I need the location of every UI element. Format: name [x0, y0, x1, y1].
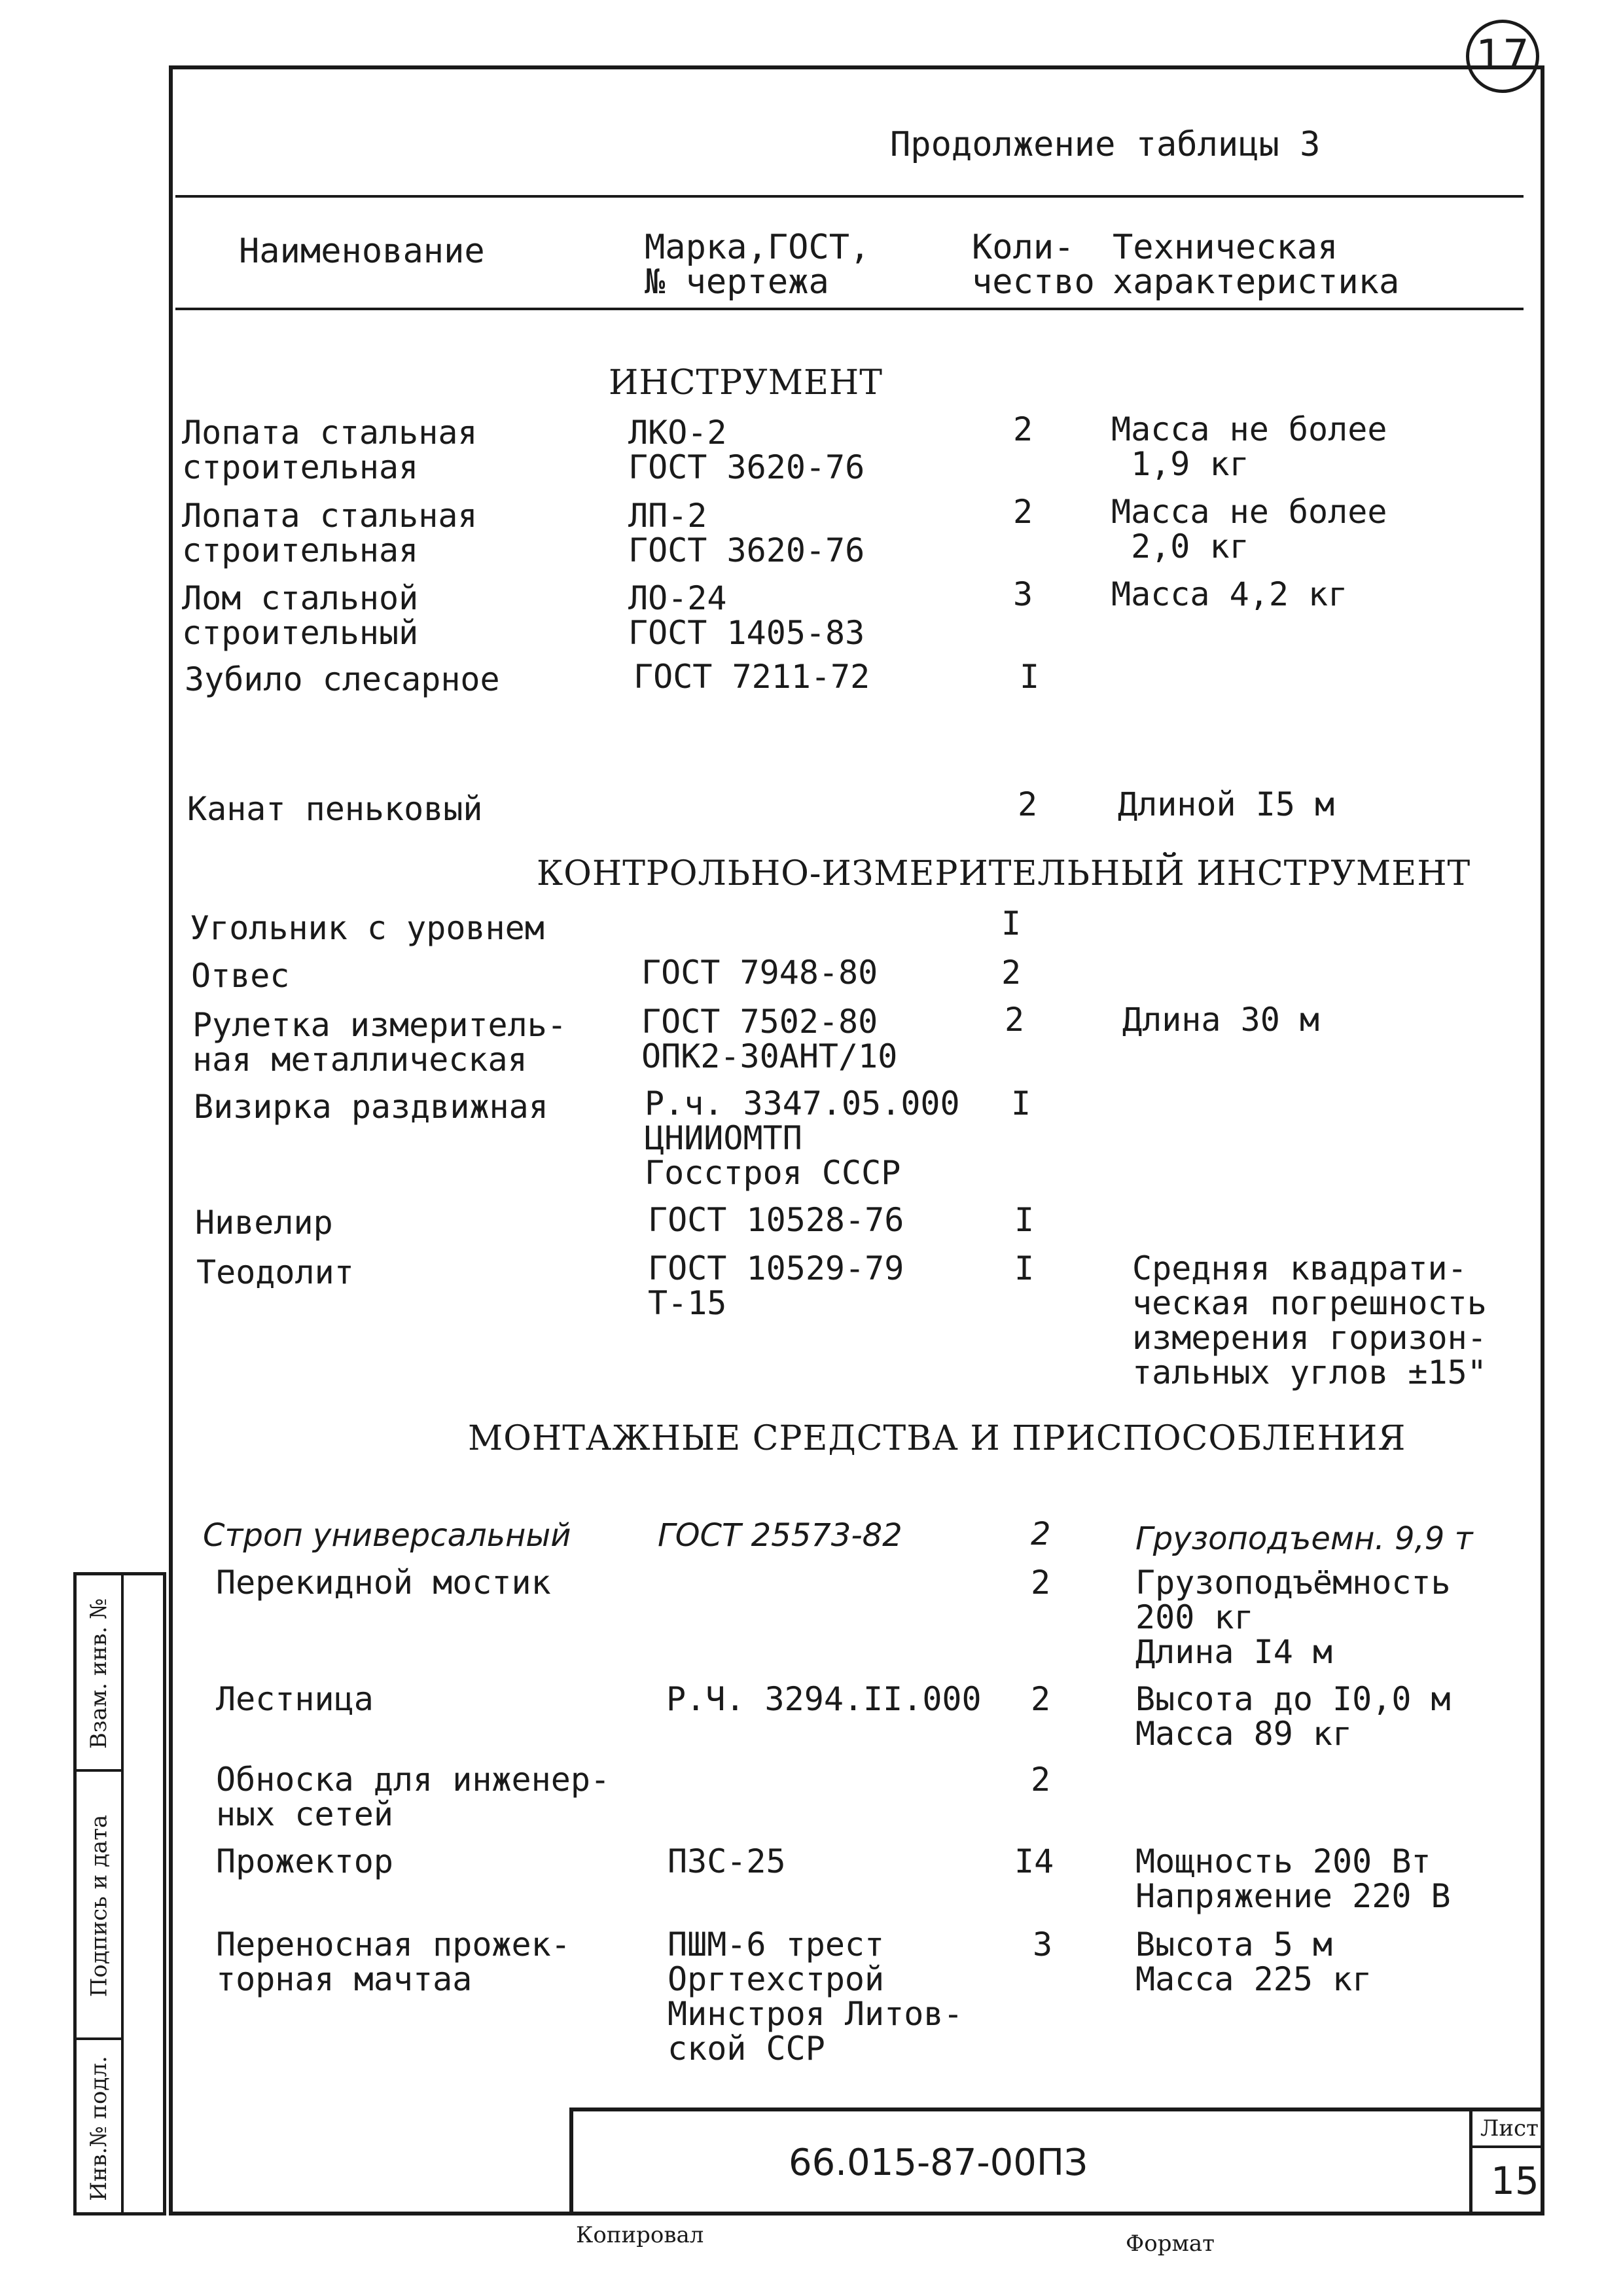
sidebar-label-vzam: Взам. инв. №: [86, 1598, 112, 1749]
row-name: Лом стальной строительный: [182, 579, 419, 652]
row-mark: ГОСТ 7211-72: [633, 658, 870, 696]
row-name: Визирка раздвижная: [194, 1088, 548, 1126]
header-mark: Марка,ГОСТ, № чертежа: [645, 228, 870, 302]
row-spec: Грузоподъемн. 9,9 т: [1135, 1520, 1473, 1557]
row-qty: I: [1001, 905, 1022, 942]
row-name: Лопата стальная строительная: [182, 414, 478, 486]
header-spec: Техническая характеристика: [1113, 228, 1400, 302]
row-spec: Высота до I0,0 м Масса 89 кг: [1135, 1680, 1451, 1753]
row-spec: Длина 30 м: [1122, 1001, 1320, 1039]
row-spec: Длиной I5 м: [1118, 785, 1335, 823]
row-name: Теодолит: [196, 1253, 354, 1291]
row-qty: 2: [1018, 785, 1038, 823]
row-qty: 2: [1031, 1564, 1051, 1602]
row-mark: ГОСТ 7502-80 ОПК2-30АНТ/10: [641, 1003, 898, 1075]
row-mark: ГОСТ 10529-79 Т-15: [648, 1249, 904, 1322]
row-name: Прожектор: [216, 1842, 393, 1880]
row-qty: 3: [1033, 1926, 1053, 1964]
row-qty: 3: [1013, 575, 1033, 613]
header-top-rule: [175, 195, 1524, 198]
row-qty: 2: [1013, 410, 1033, 448]
row-name: Перекидной мостик: [216, 1564, 551, 1602]
row-name: Строп универсальный: [203, 1517, 571, 1554]
sidebar-label-sign: Подпись и дата: [86, 1814, 112, 1998]
row-name: Зубило слесарное: [185, 660, 500, 698]
row-spec: Высота 5 м Масса 225 кг: [1135, 1926, 1372, 1998]
row-qty: 2: [1001, 954, 1022, 992]
header-qty: Коли- чество: [972, 228, 1095, 302]
section-tools: ИНСТРУМЕНТ: [609, 363, 883, 403]
row-qty: 2: [1005, 1001, 1025, 1039]
footer-format: Формат: [1126, 2231, 1215, 2257]
row-qty: 2: [1031, 1761, 1051, 1799]
sidebar-divider: [121, 1575, 124, 2212]
row-spec: Масса не более 1,9 кг: [1111, 410, 1387, 483]
sheet-box: [1469, 2108, 1544, 2215]
row-qty: 2: [1031, 1516, 1051, 1552]
left-margin-stamp: [73, 1572, 166, 2215]
row-name: Лопата стальная строительная: [182, 497, 478, 569]
row-name: Канат пеньковый: [187, 790, 483, 828]
row-qty: 2: [1031, 1680, 1051, 1718]
sheet-box-divider: [1472, 2145, 1544, 2148]
row-mark: ЛКО-2 ГОСТ 3620-76: [628, 414, 865, 486]
row-qty: I4: [1014, 1842, 1054, 1880]
row-qty: I: [1014, 1201, 1035, 1239]
row-qty: 2: [1013, 493, 1033, 531]
sheet-label: Лист: [1480, 2115, 1539, 2142]
sheet-number: 15: [1491, 2159, 1539, 2203]
section-measuring: КОНТРОЛЬНО-ИЗМЕРИТЕЛЬНЫЙ ИНСТРУМЕНТ: [537, 854, 1471, 893]
row-name: Угольник с уровнем: [190, 909, 544, 947]
doc-code: 66.015-87-00ПЗ: [789, 2142, 1088, 2184]
row-mark: Р.ч. 3347.05.000 ЦНИИОМТП Госстроя СССР: [645, 1085, 960, 1192]
row-mark: ЛП-2 ГОСТ 3620-76: [628, 497, 865, 569]
row-spec: Грузоподъёмность 200 кг Длина I4 м: [1135, 1564, 1451, 1671]
row-mark: ГОСТ 25573-82: [658, 1517, 902, 1554]
row-spec: Средняя квадрати- ческая погрешность измерения горизон- тальных углов ±15": [1132, 1249, 1487, 1391]
header-name: Наименование: [239, 232, 485, 271]
sheet-circle-number: 17: [1466, 20, 1539, 93]
row-name: Отвес: [191, 957, 290, 995]
row-name: Переносная прожек- торная мачтаа: [216, 1926, 571, 1998]
row-spec: Масса не более 2,0 кг: [1111, 493, 1387, 565]
row-mark: ГОСТ 10528-76: [648, 1201, 904, 1239]
row-mark: ГОСТ 7948-80: [641, 954, 878, 992]
row-name: Обноска для инженер- ных сетей: [216, 1761, 611, 1833]
footer-copied: Копировал: [576, 2222, 704, 2248]
row-mark: ЛО-24 ГОСТ 1405-83: [628, 579, 865, 652]
row-qty: I: [1014, 1249, 1035, 1287]
row-name: Нивелир: [195, 1204, 333, 1242]
header-bottom-rule: [175, 308, 1524, 310]
row-name: Лестница: [216, 1680, 374, 1718]
section-mounting: МОНТАЖНЫЕ СРЕДСТВА И ПРИСПОСОБЛЕНИЯ: [468, 1419, 1406, 1458]
row-mark: Р.Ч. 3294.II.000: [666, 1680, 982, 1718]
row-name: Рулетка измеритель- ная металлическая: [192, 1006, 567, 1079]
row-qty: I: [1011, 1085, 1031, 1122]
table-continuation-title: Продолжение таблицы 3: [890, 125, 1321, 164]
sidebar-label-inv: Инв.№ подл.: [86, 2056, 112, 2201]
row-spec: Масса 4,2 кг: [1111, 575, 1348, 613]
row-mark: ПЗС-25: [668, 1842, 786, 1880]
row-spec: Мощность 200 Вт Напряжение 220 В: [1135, 1842, 1451, 1915]
row-qty: I: [1020, 658, 1040, 696]
row-mark: ПШМ-6 трест Оргтехстрой Минстроя Литов- ской ССР: [668, 1926, 963, 2068]
